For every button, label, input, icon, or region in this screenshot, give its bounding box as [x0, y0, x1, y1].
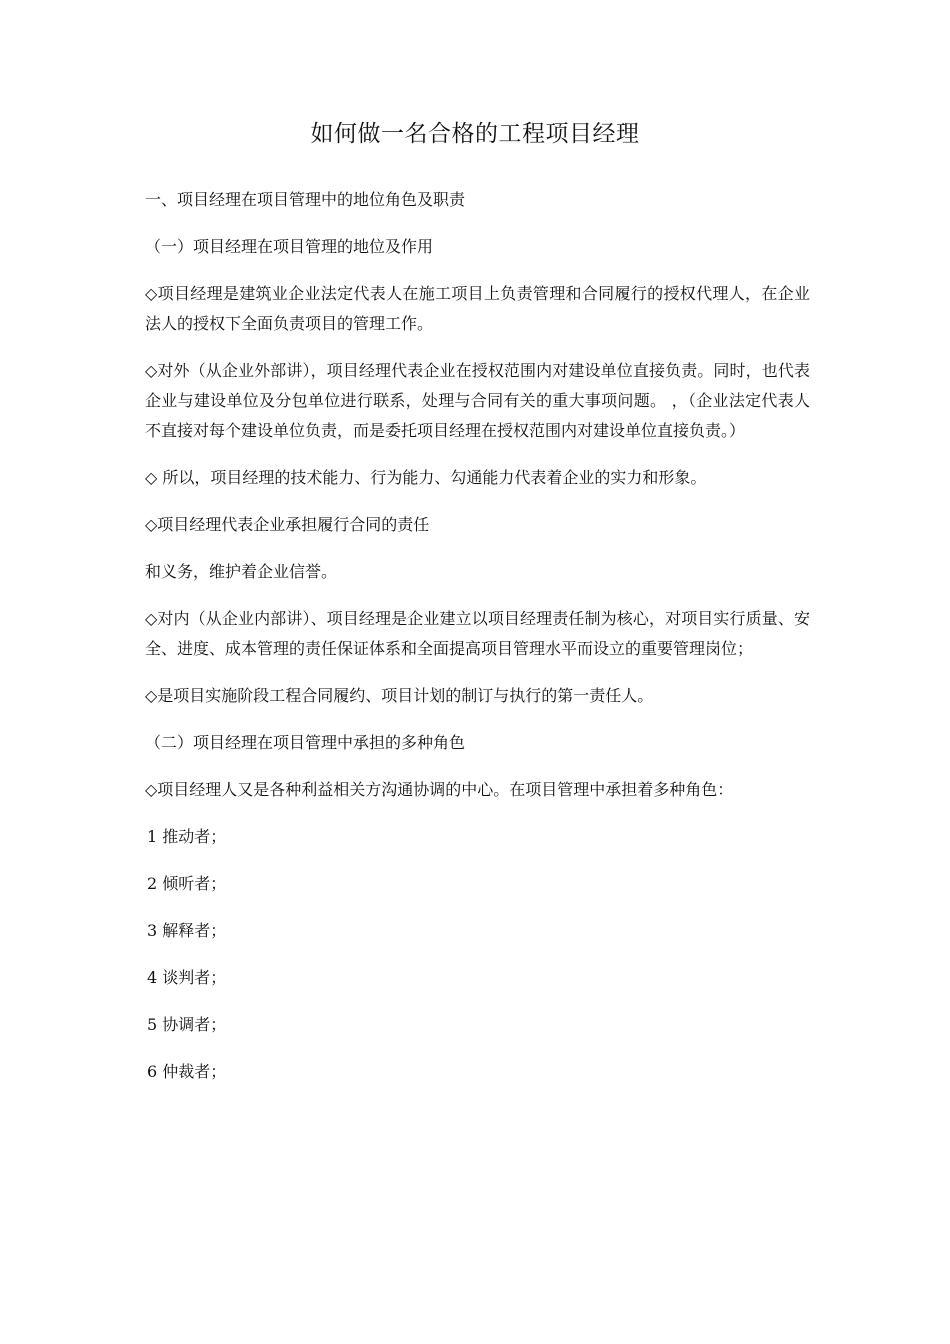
paragraph: ◇对内（从企业内部讲）、项目经理是企业建立以项目经理责任制为核心，对项目实行质量、安全、进度、成本管理的责任保证体系和全面提高项目管理水平而设立的重要管理岗位；: [145, 609, 810, 658]
section-heading-1: 一、项目经理在项目管理中的地位角色及职责: [145, 190, 466, 209]
list-item: 6 仲裁者；: [147, 1062, 227, 1081]
paragraph: ◇ 所以，项目经理的技术能力、行为能力、勾通能力代表着企业的实力和形象。: [145, 468, 707, 487]
list-item: 5 协调者；: [147, 1015, 227, 1034]
paragraph: ◇对外（从企业外部讲），项目经理代表企业在授权范围内对建设单位直接负责。同时，也代表企业与建设单位及分包单位进行联系，处理与合同有关的重大事项问题。 ，（企业法定代表人不直接对每个建设单位负责，而是委托项目经理在授权范围内对建设单位直接负责。）: [145, 361, 810, 440]
subsection-heading-2: （二）项目经理在项目管理中承担的多种角色: [145, 733, 466, 752]
list-item: 2 倾听者；: [147, 874, 227, 893]
paragraph: ◇是项目实施阶段工程合同履约、项目计划的制订与执行的第一责任人。: [145, 686, 654, 705]
list-item: 1 推动者；: [147, 827, 227, 846]
paragraph: ◇项目经理是建筑业企业法定代表人在施工项目上负责管理和合同履行的授权代理人，在企业法人的授权下全面负责项目的管理工作。: [145, 284, 810, 333]
document-title: 如何做一名合格的工程项目经理: [310, 121, 640, 147]
paragraph: 和义务，维护着企业信誉。: [145, 562, 338, 581]
document-body: [145, 185, 810, 1104]
list-item: 3 解释者；: [147, 921, 227, 940]
subsection-heading-1: （一）项目经理在项目管理的地位及作用: [145, 237, 434, 256]
paragraph: ◇项目经理人又是各种利益相关方沟通协调的中心。在项目管理中承担着多种角色：: [145, 780, 734, 799]
paragraph: ◇项目经理代表企业承担履行合同的责任: [145, 515, 430, 534]
list-item: 4 谈判者；: [147, 968, 227, 987]
